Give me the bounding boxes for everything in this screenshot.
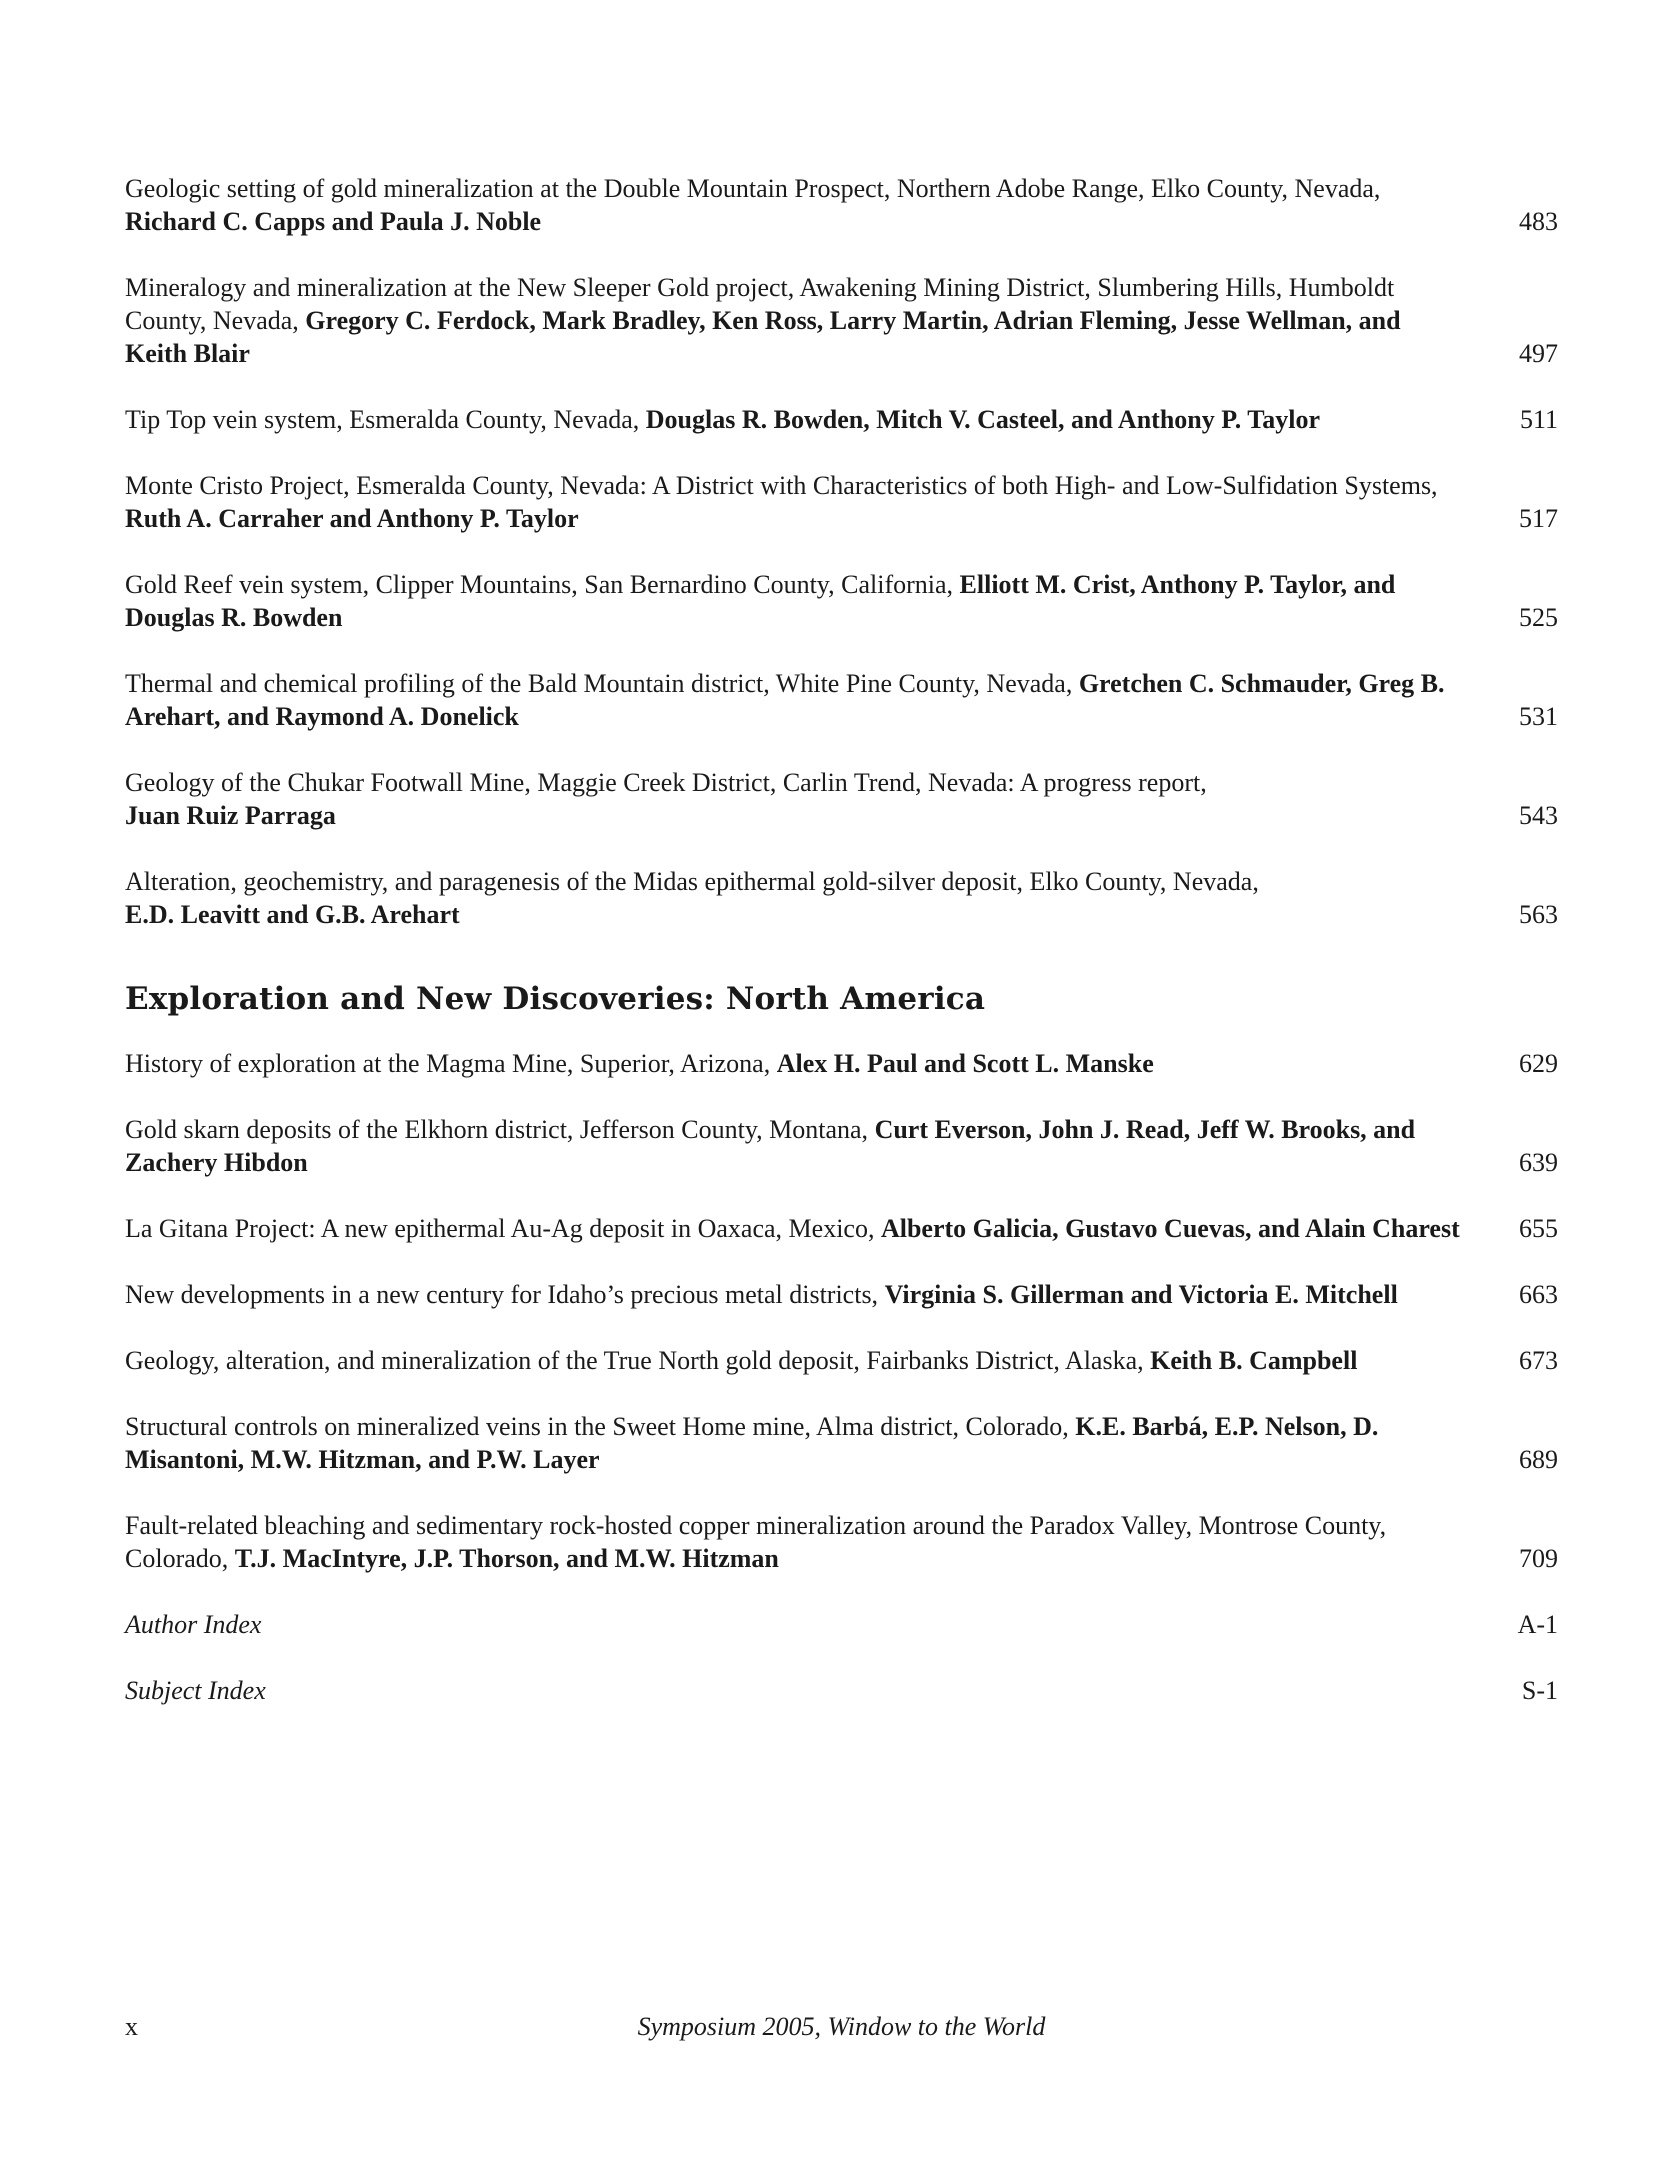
author-index-entry [125,1608,1558,1641]
entry-authors: Gregory C. Ferdock, Mark Bradley, Ken Ross, Larry Martin, Adrian Fleming, Jesse Wellman, and Keith Blair [125,306,1401,368]
index-label: Author Index [125,1610,262,1639]
section-heading: Exploration and New Discoveries: North America [125,981,986,1017]
entry-authors: Alberto Galicia, Gustavo Cuevas, and Alain Charest [880,1214,1460,1243]
index-links [125,1608,1558,1707]
entry-authors: Alex H. Paul and Scott L. Manske [776,1049,1154,1078]
entry-title: Geology, alteration, and mineralization of the True North gold deposit, Fairbanks District, Alaska, [125,1346,1144,1375]
toc-entry [125,172,1558,238]
index-label: Subject Index [125,1676,266,1705]
entry-page: 511 [1519,405,1558,434]
entry-title: Structural controls on mineralized veins in the Sweet Home mine, Alma district, Colorado, [125,1412,1069,1441]
entry-page: 673 [1519,1346,1558,1375]
entry-authors: Keith B. Campbell [1150,1346,1358,1375]
entry-page: 655 [1519,1214,1558,1243]
entry-page: 483 [1519,207,1558,236]
entry-page: 629 [1519,1049,1558,1078]
footer-page-number: x [125,2012,138,2041]
entry-authors: Virginia S. Gillerman and Victoria E. Mitchell [884,1280,1398,1309]
entry-page: 689 [1519,1445,1558,1474]
entry-page: 709 [1519,1544,1558,1573]
entry-page: 543 [1519,801,1558,830]
toc-entry [125,865,1558,931]
entry-title: Gold Reef vein system, Clipper Mountains, San Bernardino County, California, [125,570,954,599]
entry-authors: T.J. MacIntyre, J.P. Thorson, and M.W. Hitzman [234,1544,779,1573]
entry-title: History of exploration at the Magma Mine, Superior, Arizona, [125,1049,771,1078]
entry-title: Geology of the Chukar Footwall Mine, Maggie Creek District, Carlin Trend, Nevada: A progress report, [125,768,1207,797]
index-page: S-1 [1521,1676,1558,1705]
entry-title: Gold skarn deposits of the Elkhorn district, Jefferson County, Montana, [125,1115,869,1144]
toc-entry [125,469,1558,535]
toc-entry [125,1047,1558,1080]
index-page: A-1 [1517,1610,1558,1639]
footer-title: Symposium 2005, Window to the World [637,2012,1046,2041]
entry-page: 563 [1519,900,1558,929]
entry-page: 663 [1519,1280,1558,1309]
toc-entry [125,766,1558,832]
toc-group-top [125,172,1558,931]
toc-entry [125,1113,1558,1179]
entry-authors: Curt Everson, John J. Read, Jeff W. Brooks, and Zachery Hibdon [125,1115,1416,1177]
entry-page: 639 [1519,1148,1558,1177]
entry-authors: Ruth A. Carraher and Anthony P. Taylor [125,504,579,533]
subject-index-entry [125,1674,1558,1707]
entry-title: Geologic setting of gold mineralization at the Double Mountain Prospect, Northern Adobe Range, Elko County, Nevada, [125,174,1381,203]
toc-entry [125,1344,1558,1377]
toc-entry [125,667,1558,733]
entry-authors: Juan Ruiz Parraga [125,801,336,830]
entry-authors: Douglas R. Bowden, Mitch V. Casteel, and Anthony P. Taylor [645,405,1320,434]
entry-authors: K.E. Barbá, E.P. Nelson, D. Misantoni, M.W. Hitzman, and P.W. Layer [125,1412,1379,1474]
entry-page: 497 [1519,339,1558,368]
entry-authors: E.D. Leavitt and G.B. Arehart [125,900,460,929]
toc-entry [125,271,1558,370]
entry-title: Thermal and chemical profiling of the Bald Mountain district, White Pine County, Nevada, [125,669,1073,698]
entry-page: 531 [1519,702,1558,731]
entry-authors: Richard C. Capps and Paula J. Noble [125,207,542,236]
toc-entry [125,1278,1558,1311]
entry-page: 525 [1519,603,1558,632]
entry-authors: Gretchen C. Schmauder, Greg B. Arehart, and Raymond A. Donelick [125,669,1445,731]
toc-entry [125,403,1558,436]
entry-title: Monte Cristo Project, Esmeralda County, Nevada: A District with Characteristics of both High- and Low-Sulfidation Systems, [125,471,1438,500]
entry-title: Tip Top vein system, Esmeralda County, Nevada, [125,405,640,434]
entry-page: 517 [1519,504,1558,533]
toc-entry [125,1410,1558,1476]
toc-entry [125,1212,1558,1245]
toc-entry [125,568,1558,634]
entry-title: La Gitana Project: A new epithermal Au-Ag deposit in Oaxaca, Mexico, [125,1214,875,1243]
table-of-contents [125,172,1558,1740]
entry-title: Fault-related bleaching and sedimentary rock-hosted copper mineralization around the Paradox Valley, Montrose County, Colorado, [125,1511,1387,1573]
entry-authors: Elliott M. Crist, Anthony P. Taylor, and Douglas R. Bowden [125,570,1396,632]
toc-entry [125,1509,1558,1575]
entry-title: Mineralogy and mineralization at the New Sleeper Gold project, Awakening Mining District, Slumbering Hills, Humboldt County, Nevada, [125,273,1395,335]
toc-group-bottom [125,1047,1558,1575]
entry-title: Alteration, geochemistry, and paragenesis of the Midas epithermal gold-silver deposit, Elko County, Nevada, [125,867,1259,896]
entry-title: New developments in a new century for Idaho’s precious metal districts, [125,1280,879,1309]
